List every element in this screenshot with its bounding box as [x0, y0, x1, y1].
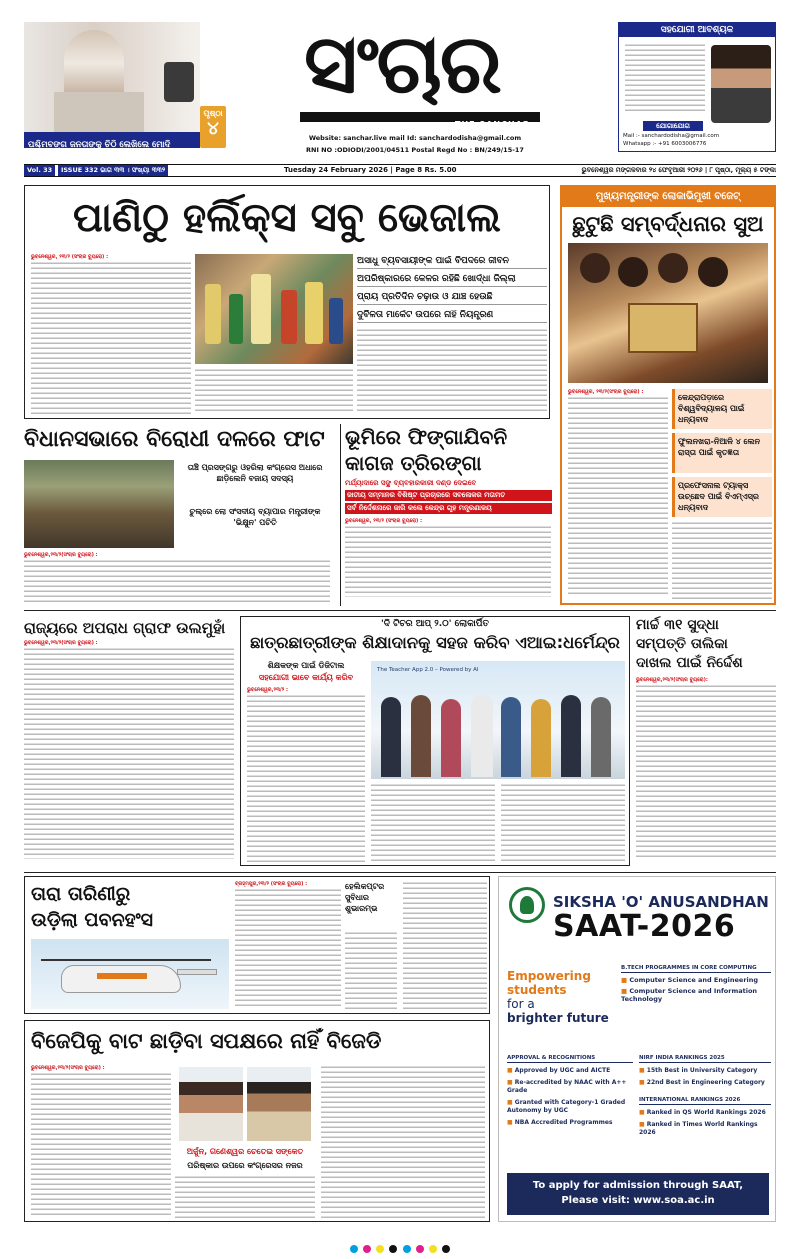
masthead-logo: [262, 14, 542, 124]
bjd-dateline: ଭୁବନେଶ୍ୱର,୨୩/୨(ସଂଚାର ବ୍ୟୁରୋ) :: [31, 1065, 105, 1071]
bullet-icon: ■: [507, 1067, 515, 1074]
ai-headline: ଛାତ୍ରଛାତ୍ରୀଙ୍କ ଶିକ୍ଷାଦାନକୁ ସହଜ କରିବ ଏଆଇ:ଧର୍ମେନ୍ଦ୍ର: [250, 633, 620, 652]
teaser-page-box[interactable]: [200, 106, 226, 148]
soa-nirf-title: NIRF INDIA RANKINGS 2025: [639, 1055, 771, 1063]
modi-photo: [24, 22, 200, 132]
budget-banner: ମୁଖ୍ୟମନ୍ତ୍ରୀଙ୍କ ଲୋକାଭିମୁଖୀ ବଜେଟ୍: [562, 187, 774, 207]
lead-story[interactable]: [24, 185, 550, 419]
flag-body: [345, 518, 551, 598]
teaser-page-num: ୪: [207, 118, 219, 139]
soa-approval-box: [507, 1055, 633, 1127]
soa-tag4: brighter future: [507, 1011, 609, 1025]
bjd-photo-1: [179, 1067, 243, 1141]
soa-ad[interactable]: [498, 876, 776, 1222]
bullet-icon: ■: [639, 1079, 647, 1086]
ai-photo: [371, 661, 625, 779]
soa-cta2: Please visit: www.soa.ac.in: [561, 1195, 715, 1206]
bullet-icon: ■: [639, 1067, 647, 1074]
soa-intl-item-2: [639, 1121, 771, 1137]
classified-ad-body: [625, 43, 705, 113]
budget-story[interactable]: [560, 185, 776, 605]
bullet-icon: ■: [639, 1109, 647, 1116]
bjd-headline: ବିଜେପିକୁ ବାଟ ଛାଡ଼ିବା ସପକ୍ଷରେ ନାହିଁ ବିଜେଡି: [31, 1029, 382, 1053]
soa-nirf-item-1: [639, 1067, 771, 1075]
flag-sub3: ସର୍ବ ନିର୍ଦ୍ଦେଶନାରେ ଜାରି କଲେ କେନ୍ଦ୍ର ଗୃହ ମନ୍ତ୍ରଣାଳୟ: [345, 503, 552, 514]
classified-ad-person: [711, 45, 771, 123]
bullet-icon: ■: [621, 987, 630, 995]
classified-ad-whatsapp: Whatsapp :- +91 6003006776: [623, 141, 707, 147]
teaser-page-label: ପୃଷ୍ଠା: [203, 109, 223, 118]
assembly-dateline: ଭୁବନେଶ୍ୱର,୨୩/୨(ସଂଚାର ବ୍ୟୁରୋ) :: [24, 552, 98, 558]
dateline-right: ଭୁବନେଶ୍ୱର ମଙ୍ଗଳବାର ୨୪ ଫେବୃଆରୀ ୨୦୨୬ | ୮ ପୃଷ୍ଠା, ମୂଲ୍ୟ ୫ ଟଙ୍କା: [581, 166, 776, 174]
soa-nirf-item-2: [639, 1079, 771, 1087]
dateline-center: Tuesday 24 February 2026 | Page 8 Rs. 5.00: [284, 166, 457, 174]
ai-story[interactable]: [240, 616, 630, 866]
soa-nirf-item-1-text: 15th Best in University Category: [646, 1067, 758, 1074]
masthead-rni: RNI NO :ODIODI/2001/04511 Postal Regd No : BN/249/15-17: [306, 146, 524, 154]
deadline-headline1: ମାର୍ଚ୍ଚ ୩୧ ସୁଦ୍ଧା: [636, 617, 719, 633]
lead-body-col2: [195, 368, 353, 414]
budget-dateline: ଭୁବନେଶ୍ୱର, ୨୩/୨(ସଂଚାର ବ୍ୟୁରୋ) :: [568, 389, 644, 395]
assembly-sub2-text: ଚୁଲ୍‌ରେ ଲୋ ସଂସଦୀୟ ବ୍ୟାପାର ମନ୍ତ୍ରୀଙ୍କ 'ଭିକ୍ଷୁନ' ପଚିତି: [189, 507, 321, 527]
flag-headline1: ଭୂମିରେ ଫିଙ୍ଗାଯିବନି: [345, 425, 508, 449]
flag-story[interactable]: [340, 424, 552, 606]
classified-ad[interactable]: [618, 22, 776, 152]
budget-box3-text: ପ୍ରଫେସନାଲ ଟ୍ୟାକ୍ସ ଉଚ୍ଛେଦ ପାଇଁ ବିଏମ୍‌ଏସ୍‌ର ଧନ୍ୟବାଦ: [678, 481, 759, 512]
dateline-bar: [24, 164, 776, 177]
assembly-photo: [24, 460, 174, 548]
assembly-headline: ବିଧାନସଭାରେ ବିରୋଧୀ ଦଳରେ ଫାଟ: [24, 427, 325, 452]
heli-body-col2: [345, 931, 397, 1011]
soa-approval-item-1: [507, 1067, 633, 1075]
dateline-issue: ISSUE 332 ଭାଗ ୩୩ । ସଂଖ୍ୟା ୩୩୨: [58, 165, 168, 176]
deadline-story[interactable]: [636, 616, 776, 866]
soa-cta1: To apply for admission through SAAT,: [532, 1180, 744, 1191]
lead-sub2: [357, 274, 547, 287]
lead-dateline: ଭୁବନେଶ୍ୱର, ୨୩/୨ (ସଂଚାର ବ୍ୟୁରୋ) :: [31, 254, 109, 260]
soa-approval-item-3: [507, 1099, 633, 1115]
soa-intl-item-2-text: Ranked in Times World Rankings 2026: [639, 1121, 758, 1136]
classified-ad-mail: Mail :- sanchardodisha@gmail.com: [623, 133, 720, 139]
masthead-subtitle-bar: [300, 112, 540, 129]
soa-approval-item-2-text: Re-accredited by NAAC with A++ Grade: [507, 1079, 627, 1094]
soa-intl-item-1: [639, 1109, 771, 1117]
lead-sub4: [357, 310, 547, 323]
ai-sub1: ଶିକ୍ଷକଙ୍କ ପାଇଁ ଡିଜିଟାଲ: [267, 661, 345, 670]
heli-headline1: ତାରା ତାରିଣୀରୁ: [31, 883, 131, 905]
flag-dateline: ଭୁବନେଶ୍ୱର, ୨୩/୨ (ସଂଚାର ବ୍ୟୁରୋ) :: [345, 518, 423, 524]
assembly-sub1-text: ତାଞ୍ଚି ପ୍ରସଙ୍ଗରୁ ଓହରିଲା କଂଗ୍ରେସ ଅଧାରେ ଛାଡ଼ିଲେନି ବଜାୟ ସଦସ୍ୟ: [187, 463, 323, 483]
soa-btech-item-1-text: Computer Science and Engineering: [629, 976, 759, 984]
bullet-icon: ■: [507, 1119, 515, 1126]
soa-tag2: students: [507, 983, 567, 997]
soa-btech-item-2-text: Computer Science and Information Technology: [621, 987, 758, 1003]
bullet-icon: ■: [507, 1079, 515, 1086]
soa-approval-item-2: [507, 1079, 633, 1095]
ai-dateline: ଭୁବନେଶ୍ୱର,୨୩/୨ :: [247, 687, 288, 693]
soa-approval-item-4: [507, 1119, 633, 1127]
teaser-banner[interactable]: [24, 132, 200, 148]
budget-box1-text: କେନ୍ଦ୍ରାପଡ଼ାରେ ବିଶ୍ୱବିଦ୍ୟାଳୟ ପାଇଁ ଧନ୍ୟବାଦ: [678, 393, 745, 424]
soa-tag3: for a: [507, 997, 535, 1011]
lead-sub3-text: ପ୍ରାୟ ପ୍ରତିଦିନ ଚଢ଼ାଉ ଓ ଯାଞ୍ଚ ହେଉଛି: [357, 292, 547, 305]
bjd-body-col2: [175, 1175, 315, 1219]
lead-sub4-text: ଦୁର୍ବିଳତା ମାର୍କେଟ ଉପରେ ନାହିଁ ନିୟନ୍ତ୍ରଣ: [357, 310, 547, 323]
heli-body-col3: [403, 881, 487, 1011]
budget-box1: [672, 389, 772, 429]
bullet-icon: ■: [639, 1121, 647, 1128]
lead-photo: [195, 254, 353, 364]
dateline-vol: Vol. 33: [24, 165, 55, 176]
soa-cta[interactable]: [507, 1173, 769, 1215]
flag-sub2: ଜାତୀୟ ସମ୍ମାନର ବିଶିଷ୍ଟ ପ୍ରଚାରରେ ସବଳୋକର ମତାମତ: [345, 490, 552, 501]
classified-ad-contact-label: ଯୋଗାଯୋଗ: [643, 121, 703, 131]
soa-tagline: [507, 969, 617, 1025]
deadline-headline3: ଦାଖଲ ପାଇଁ ନିର୍ଦ୍ଦେଶ: [636, 655, 743, 671]
soa-nirf-box: [639, 1055, 771, 1137]
heli-dateline: ବ୍ରହ୍ମପୁର,୨୩/୨ (ସଂଚାର ବ୍ୟୁରୋ) :: [235, 881, 308, 887]
soa-approval-title: APPROVAL & RECOGNITIONS: [507, 1055, 633, 1063]
divider: [24, 610, 776, 611]
soa-btech-box: [621, 965, 771, 1003]
soa-brand: SIKSHA 'O' ANUSANDHAN: [553, 893, 769, 911]
heli-side-box: [345, 881, 397, 927]
soa-intl-title: INTERNATIONAL RANKINGS 2026: [639, 1097, 771, 1105]
soa-intl-item-1-text: Ranked in QS World Rankings 2026: [646, 1109, 766, 1116]
ai-body-col2: [371, 783, 495, 863]
budget-box3: [672, 477, 772, 517]
soa-nirf-item-2-text: 22nd Best in Engineering Category: [646, 1079, 765, 1086]
soa-exam: SAAT-2026: [553, 909, 736, 944]
heli-story[interactable]: [24, 876, 490, 1014]
crime-dateline: ଭୁବନେଶ୍ୱର,୨୩/୨(ସଂଚାର ବ୍ୟୁରୋ) :: [24, 640, 98, 646]
ai-body-col3: [501, 783, 625, 863]
bjd-photo-2: [247, 1067, 311, 1141]
deadline-headline2: ସମ୍ପତ୍ତି ତାଲିକା: [636, 636, 728, 652]
divider-2: [24, 872, 776, 873]
crime-story[interactable]: [24, 616, 234, 866]
heli-photo: [31, 939, 229, 1009]
bjd-caption1: ଅର୍ଜୁନ, ଗଣେଶ୍ୱର ଚେତେଇ ସଙ୍କେତ: [186, 1147, 304, 1156]
deadline-dateline: ଭୁବନେଶ୍ୱର,୨୩/୨(ସଂଚାର ବ୍ୟୁରୋ):: [636, 677, 708, 683]
bjd-body: [31, 1065, 171, 1219]
heli-side-headline: ହେଲିକପ୍ଟର ସୁବିଧାର ଶୁଭାରମ୍ଭ: [345, 882, 385, 913]
assembly-sub2: [180, 506, 330, 528]
soa-approval-item-1-text: Approved by UGC and AICTE: [514, 1067, 611, 1074]
lead-sub3: [357, 292, 547, 305]
crime-headline: ରାଜ୍ୟରେ ଅପରାଧ ଗ୍ରାଫ ଉଲମୁହାଁ: [24, 619, 226, 637]
bullet-icon: ■: [621, 976, 630, 984]
ai-sub2: ସହଯୋଗୀ ଭାବେ କାର୍ଯ୍ୟ କରିବ: [258, 673, 354, 682]
bjd-body-col3: [321, 1065, 485, 1219]
assembly-sub1: [180, 462, 330, 484]
soa-approval-item-4-text: NBA Accredited Programmes: [514, 1119, 613, 1126]
lead-sub1: [357, 256, 547, 269]
lead-sub2-text: ଅପରିଷ୍କାରରେ କେଳର ରହିଛି ଖୋର୍ଦ୍ଧା ଜିଲ୍ଲା: [357, 274, 547, 287]
deadline-body: [636, 677, 776, 863]
assembly-story[interactable]: [24, 424, 332, 606]
teaser-text: ପଶ୍ଚିମବଙ୍ଗ ଜନତାଙ୍କୁ ଚିଠି ଲେଖିଲେ ମୋଦି: [28, 140, 171, 150]
ai-photo-banner: The Teacher App 2.0 – Powered by AI: [377, 667, 479, 673]
flag-sub1: ମର୍ଯ୍ୟାଦାରେ ସଙ୍କ୍ଷ ବ୍ୟବହାରକାରୀ ଦଣ୍ଡ ଦେଇବେ: [345, 479, 477, 487]
flag-headline2: କାଗଜ ତ୍ରିରଙ୍ଗା: [345, 451, 482, 475]
ai-body: [247, 687, 365, 863]
heli-headline2: ଉଡ଼ିଲା ପବନହଂସ: [31, 909, 154, 931]
bjd-caption2: ପରିଷ୍କାର ଉପରେ କଂଗ୍ରେସର ନଜର: [187, 1161, 303, 1170]
assembly-body: [24, 552, 330, 604]
budget-headline: ଛୁଟୁଛି ସମ୍ବର୍ଦ୍ଧନାର ସୁଅ: [572, 212, 764, 236]
soa-btech-item-2: [621, 987, 771, 1003]
ai-kicker: 'ଦି ଟିଚର ଆପ୍ ୨.୦' ଲୋକାର୍ପିତ: [381, 619, 489, 629]
soa-tag1: Empowering: [507, 969, 591, 983]
masthead-website: Website: sanchar.live mail Id: sanchardodisha@gmail.com: [308, 134, 522, 142]
lead-headline: ପାଣିଠୁ ହର୍ଲିକ୍ସ ସବୁ ଭେଜାଲ: [73, 195, 501, 241]
budget-photo: [568, 243, 768, 383]
classified-ad-title: ସହଯୋଗୀ ଆବଶ୍ୟକ: [619, 23, 775, 37]
bullet-icon: ■: [507, 1099, 515, 1106]
soa-logo: [509, 887, 545, 923]
lead-body: [31, 254, 191, 414]
budget-body-col2: [672, 521, 772, 599]
soa-approval-item-3-text: Granted with Category-1 Graded Autonomy by UGC: [507, 1099, 626, 1114]
budget-body: [568, 389, 668, 599]
registration-marks: [24, 1238, 776, 1250]
masthead-title: ସଂଚାର: [303, 16, 501, 112]
budget-box2: [672, 433, 772, 473]
soa-btech-item-1: [621, 976, 771, 984]
lead-sub1-text: ଅସାଧୁ ବ୍ୟବସାୟୀଙ୍କ ପାଇଁ ବିପଦରେ ଜୀବନ: [357, 256, 547, 269]
lead-body-col3: [357, 328, 547, 414]
crime-body: [24, 640, 234, 860]
heli-body: [235, 881, 341, 1011]
masthead-subtitle: THE SANCHAR: [455, 120, 530, 129]
budget-box2-text: ଫୁଲନଖରା-ନିଆଳି ୪ ଲେନ ରାସ୍ତା ପାଇଁ କୃତଜ୍ଞତା: [678, 437, 761, 457]
bjd-story[interactable]: [24, 1020, 490, 1222]
soa-btech-title: B.TECH PROGRAMMES IN CORE COMPUTING: [621, 965, 771, 973]
